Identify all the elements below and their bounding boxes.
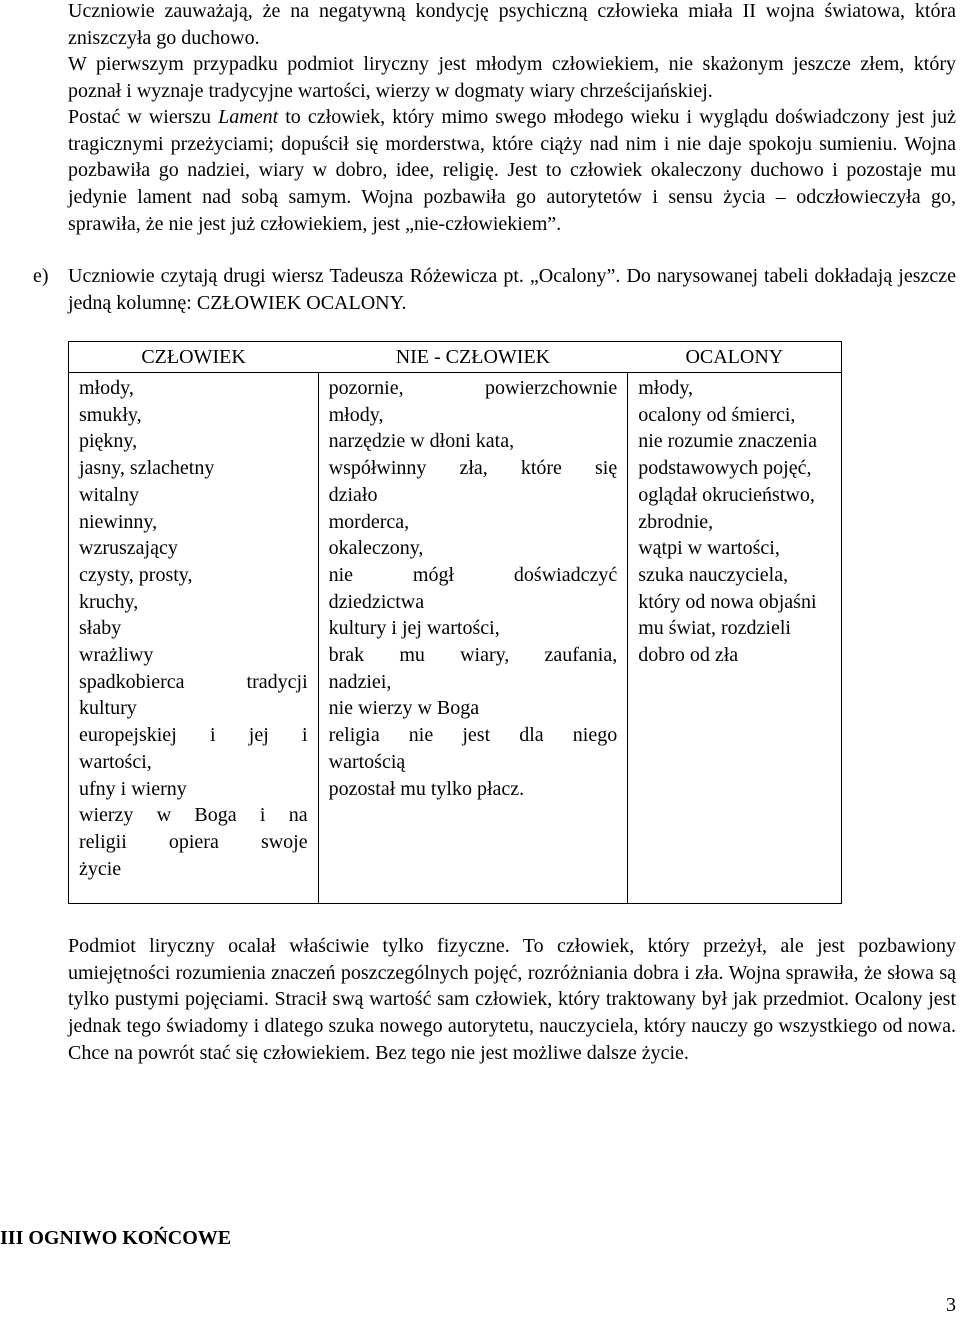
cell-line: morderca, — [328, 510, 410, 533]
table-header-czlowiek: CZŁOWIEK — [141, 345, 246, 368]
table-header-row — [69, 342, 842, 373]
list-item-e-text: Uczniowie czytają drugi wiersz Tadeusza Różewicza pt. „Ocalony”. Do narysowanej tabeli dokładają jeszcze jedną kolumnę: CZŁOWIEK OCALONY. — [68, 265, 956, 314]
cell-line: pozostał mu tylko płacz. — [328, 777, 525, 800]
cell-line: piękny, — [79, 430, 138, 453]
poem-title-lament: Lament — [218, 106, 279, 128]
cell-line: oglądał okrucieństwo, — [638, 483, 815, 506]
cell-line: kruchy, — [79, 590, 139, 613]
cell-line: religia nie jest dla niego — [328, 724, 618, 747]
cell-line: jasny, szlachetny — [79, 457, 215, 480]
cell-line: wrażliwy — [79, 644, 154, 667]
cell-line: ufny i wierny — [79, 777, 187, 800]
cell-line: młody, — [79, 377, 134, 399]
cell-line: nie rozumie znaczenia — [638, 430, 817, 453]
cell-line: wartością — [328, 750, 406, 773]
cell-line: słaby — [79, 617, 122, 640]
table-header-ocalony: OCALONY — [685, 345, 784, 368]
page-number: 3 — [946, 1294, 956, 1316]
cell-line: narzędzie w dłoni kata, — [328, 430, 515, 453]
cell-line: nie mógł doświadczyć — [328, 563, 618, 586]
intro-paragraph-1: Uczniowie zauważają, że na negatywną kondycję psychiczną człowieka miała II wojna światowa, która zniszczyła go duchowo. — [68, 0, 956, 49]
cell-line: pozornie, powierzchownie — [328, 377, 618, 399]
cell-line: który od nowa objaśni — [638, 590, 817, 613]
cell-line: zbrodnie, — [638, 510, 714, 533]
cell-line: niewinny, — [79, 510, 158, 533]
list-item-e-label: e) — [33, 265, 49, 287]
cell-line: szuka nauczyciela, — [638, 563, 789, 586]
cell-line: mu świat, rozdzieli — [638, 617, 791, 640]
table-cell-ocalony — [628, 373, 842, 904]
cell-line: europejskiej i jej i — [79, 724, 308, 747]
cell-line: czysty, prosty, — [79, 563, 193, 586]
cell-line: działo — [328, 483, 378, 506]
cell-line: życie — [79, 857, 122, 880]
intro-paragraph-3-start: Postać w wierszu — [68, 106, 219, 128]
cell-line: ocalony od śmierci, — [638, 403, 796, 426]
cell-line: młody, — [328, 403, 384, 426]
table-row — [69, 373, 842, 904]
cell-line: dziedzictwa — [328, 590, 425, 613]
cell-line: wątpi w wartości, — [638, 537, 780, 560]
cell-line: współwinny zła, które się — [328, 457, 618, 480]
intro-paragraph-2: W pierwszym przypadku podmiot liryczny jest młodym człowiekiem, nie skażonym jeszcze złem, który poznał i wyznaje tradycyjne wartości, wierzy w dogmaty wiary chrześcijańskiej. — [68, 53, 956, 102]
cell-line: podstawowych pojęć, — [638, 457, 812, 480]
cell-line: religii opiera swoje — [79, 830, 308, 853]
section-heading: III OGNIWO KOŃCOWE — [0, 1227, 232, 1249]
cell-line: nie wierzy w Boga — [328, 697, 480, 720]
comparison-table — [68, 341, 842, 904]
intro-paragraph-3-rest: to człowiek, który mimo swego młodego wieku i wyglądu doświadczony jest już tragicznymi przeżyciami; dopuścił się morderstwa, które ciąży nad nim i nie daje spokoju sumieniu. Wojna pozbawiła go nadziei, wiary w dobro, idee, religię. Jest to człowiek okaleczony duchowo i pozostaje mu jedynie lament nad sobą samym. Wojna pozbawiła go autorytetów i sensu życia – odczłowieczyła go, sprawiła, że nie jest już człowiekiem, jest „nie-człowiekiem”. — [68, 106, 956, 235]
cell-line: kultury i jej wartości, — [328, 617, 500, 640]
table-header-nie-czlowiek: NIE - CZŁOWIEK — [395, 345, 551, 368]
table-cell-nie-czlowiek — [318, 373, 628, 904]
cell-line: nadziei, — [328, 670, 392, 693]
cell-line: smukły, — [79, 403, 142, 426]
cell-line: młody, — [638, 377, 694, 399]
cell-line: wierzy w Boga i na — [79, 804, 308, 827]
cell-line: wzruszający — [79, 537, 178, 560]
intro-paragraph-3 — [68, 104, 956, 238]
table-cell-czlowiek — [69, 373, 319, 904]
cell-line: kultury — [79, 697, 137, 720]
cell-line: okaleczony, — [328, 537, 424, 560]
cell-line: dobro od zła — [638, 644, 739, 667]
cell-line: brak mu wiary, zaufania, — [328, 644, 618, 667]
cell-line: witalny — [79, 483, 139, 506]
conclusion-paragraph: Podmiot liryczny ocalał właściwie tylko fizyczne. To człowiek, który przeżył, ale jest pozbawiony umiejętności rozumienia znaczeń poszczególnych pojęć, rozróżniania dobra i zła. Wojna sprawiła, że słowa są tylko pustymi pojęciami. Stracił swą wartość sam człowiek, który traktowany był jak przedmiot. Ocalony jest jednak tego świadomy i dlatego szuka nowego autorytetu, nauczyciela, który nauczy go wszystkiego od nowa. Chce na powrót stać się człowiekiem. Bez tego nie jest możliwe dalsze życie. — [68, 935, 956, 1064]
cell-line: spadkobierca tradycji — [79, 670, 308, 693]
cell-line: wartości, — [79, 750, 152, 773]
